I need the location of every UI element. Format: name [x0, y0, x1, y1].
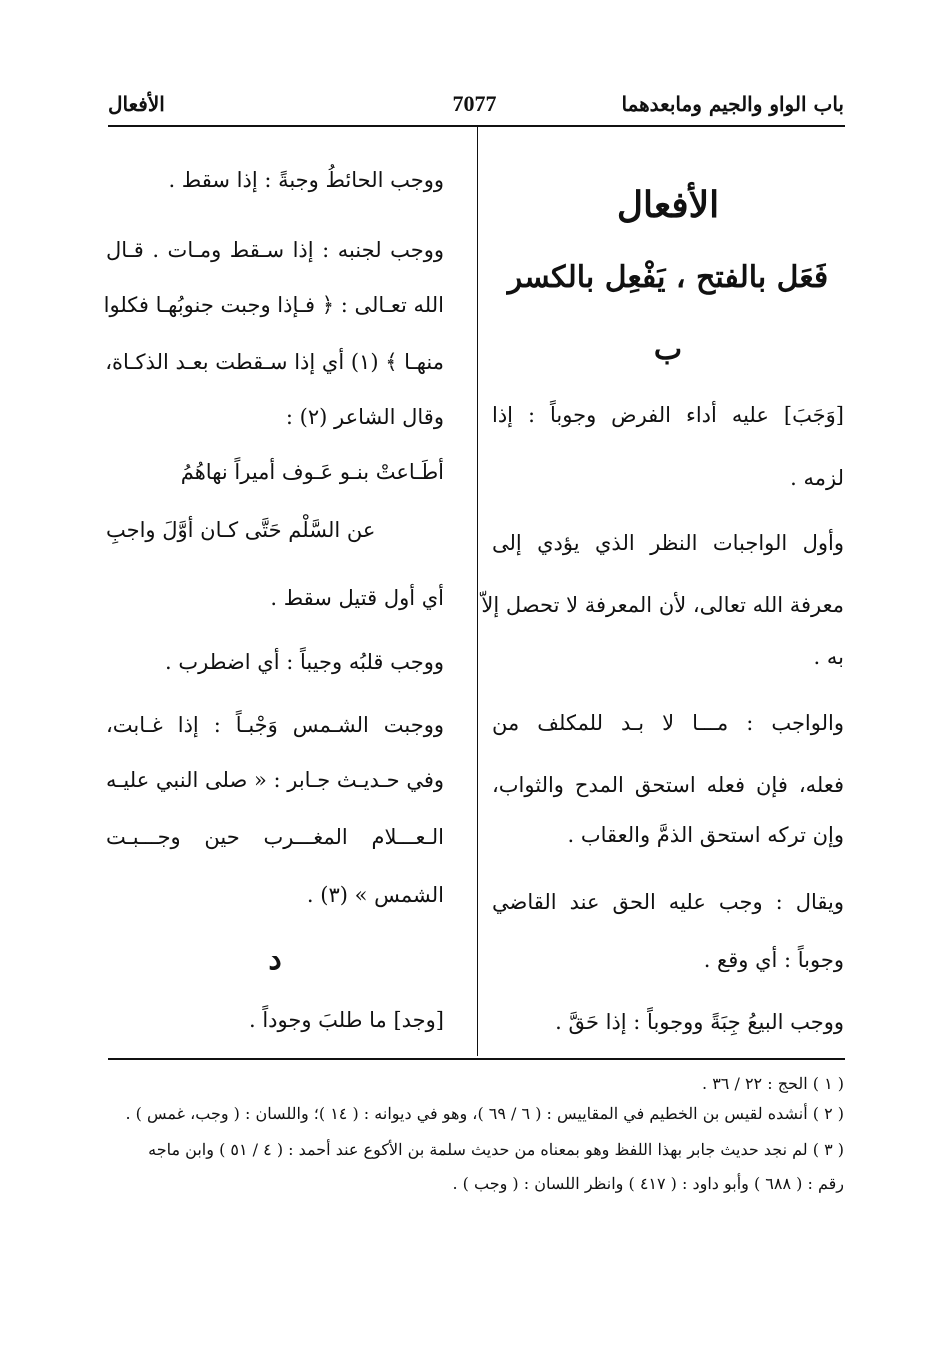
entry-line: ووجب لجنبه : إذا سـقط ومـات . قـال	[106, 238, 444, 262]
entry-line: ووجبت الشـمس وَجْبـاً : إذا غـابت،	[106, 713, 444, 737]
entry-line: [وَجَبَ] عليه أداء الفرض وجوباً : إذا	[492, 403, 844, 427]
page-number: 7077	[452, 91, 497, 116]
entry-line: منهـا ﴾ (١) أي إذا سـقطت بعـد الذكـاة،	[105, 350, 444, 374]
footnote: ( ١ ) الحج : ٢٢ / ٣٦ .	[702, 1074, 844, 1093]
entry-line: الله تعـالى : ﴿ فـإذا وجبت جنوبُهـا فكلوا	[103, 293, 444, 317]
entry-line: الشمس » (٣) .	[306, 883, 444, 907]
verse-line: عن السَّلْم حَتَّى كـان أوَّلَ واجبِ	[106, 518, 376, 542]
entry-line: وفي حـديـث جـابر : « صلى النبي عليـه	[106, 768, 444, 792]
right-column-title: الأفعال	[616, 184, 720, 226]
entry-line: ويقال : وجب عليه الحق عند القاضي	[492, 890, 844, 914]
entry-line: فعله، فإن فعله استحق المدح والثواب،	[492, 773, 844, 797]
footnote-rule	[108, 1058, 845, 1060]
right-column-subtitle: فَعَل بالفتح ، يَفْعِل بالكسر	[507, 260, 829, 295]
entry-line: ووجب الحائطُ وجبةً : إذا سقط .	[168, 168, 444, 192]
entry-line: به .	[813, 645, 844, 669]
entry-line: لزمه .	[790, 466, 844, 490]
footnote: رقم : ( ٦٨٨ ) وأبو داود : ( ٤١٧ ) وانظر اللسان : ( وجب ) .	[452, 1174, 844, 1193]
section-header: الأفعال	[108, 92, 165, 116]
entry-line: الـعـــلام المغـــرب حين وجـــبـت	[106, 825, 444, 849]
entry-line: معرفة الله تعالى، لأن المعرفة لا تحصل إلاّ	[481, 593, 844, 617]
entry-line: والواجب : مـــا لا بـد للمكلف من	[492, 711, 844, 735]
chapter-header: باب الواو والجيم ومابعدهما	[621, 92, 844, 116]
verse-line: أطَـاعتْ بنـو عَـوف أميراً نهاهُمُ	[180, 460, 444, 484]
footnote: ( ٢ ) أنشده لقيس بن الخطيم في المقاييس : ( ٦ / ٦٩ )، وهو في ديوانه : ( ١٤ )؛ واللسان : ( وجب، غمس ) .	[125, 1104, 844, 1123]
entry-line: وقال الشاعر (٢) :	[285, 405, 444, 429]
footnote: ( ٣ ) لم نجد حديث جابر بهذا اللفظ وهو بمعناه من حديث سلمة بن الأكوع عند أحمد : ( ٤ / ٥١ ) وابن ماجه	[148, 1140, 844, 1159]
entry-line: ووجب البيعُ جِبَةً ووجوباً : إذا حَقَّ .	[555, 1010, 844, 1034]
entry-line: وأول الواجبات النظر الذي يؤدي إلى	[492, 531, 844, 555]
entry-line: وإن تركه استحق الذمَّ والعقاب .	[567, 823, 844, 847]
left-column-letter: د	[268, 942, 282, 977]
entry-line: أي أول قتيل سقط .	[270, 586, 444, 610]
column-divider	[477, 127, 478, 1056]
entry-line: [وجد] ما طلبَ وجوداً .	[249, 1008, 444, 1032]
entry-line: ووجب قلبُه وجيباً : أي اضطرب .	[165, 650, 444, 674]
entry-line: وجوباً : أي وقع .	[703, 948, 844, 972]
right-column-letter: ب	[653, 332, 683, 367]
